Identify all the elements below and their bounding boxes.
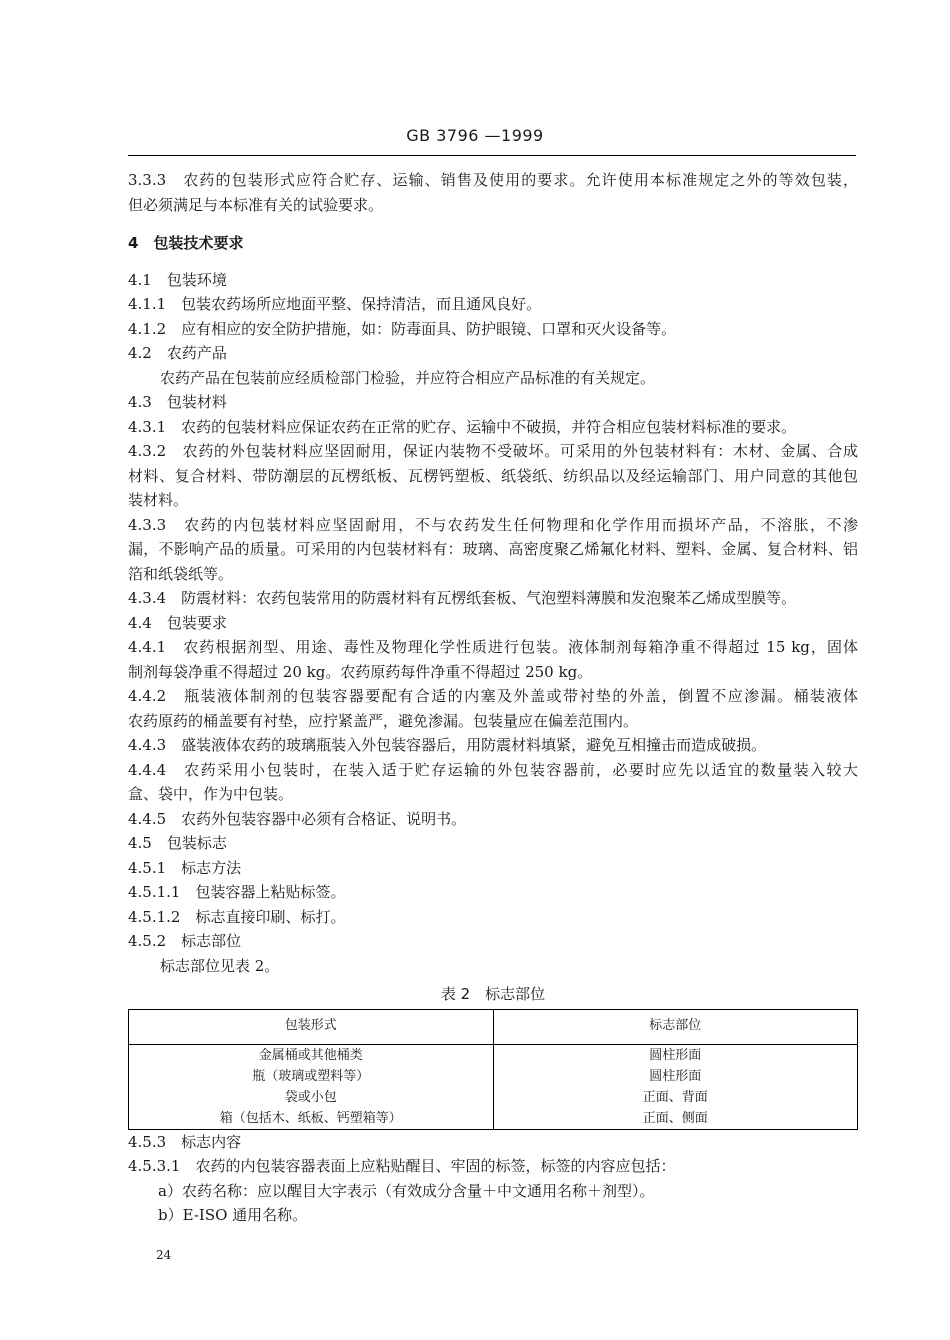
clause-4-4-1-line2: 制剂每袋净重不得超过 20 kg。农药原药每件净重不得超过 250 kg。 [128,662,593,681]
clause-4-1-2: 4.1.2 应有相应的安全防护措施，如：防毒面具、防护眼镜、口罩和灭火设备等。 [128,319,677,338]
table-header-row [129,1009,858,1044]
table-header-cell: 包装形式 [129,1009,494,1044]
table-cell: 箱（包括木、纸板、钙塑箱等） [129,1108,494,1130]
table-cell: 正面、侧面 [493,1108,858,1130]
clause-4-4-4-line2: 盒、袋中，作为中包装。 [128,785,294,803]
table-cell: 瓶（玻璃或塑料等） [129,1066,494,1087]
table-cell: 圆柱形面 [493,1066,858,1087]
page-number: 24 [156,1248,172,1262]
clause-4-3-2-line1: 4.3.2 农药的外包装材料应坚固耐用，保证内装物不受破坏。可采用的外包装材料有：木材、金属、合成 [128,442,858,460]
list-item-a: a）农药名称：应以醒目大字表示（有效成分含量＋中文通用名称＋剂型）。 [158,1181,655,1200]
clause-4-2: 4.2 农药产品 [128,344,227,362]
clause-4-3-2-line3: 装材料。 [128,491,189,509]
clause-3-3-3: 3.3.3 农药的包装形式应符合贮存、运输、销售及使用的要求。允许使用本标准规定之外的等效包装， [128,171,858,189]
clause-4-5-2: 4.5.2 标志部位 [128,932,242,950]
clause-4-5-1-1: 4.5.1.1 包装容器上粘贴标签。 [128,883,346,901]
clause-4-4-3: 4.4.3 盛装液体农药的玻璃瓶装入外包装容器后，用防震材料填紧，避免互相撞击而造成破损。 [128,736,767,754]
clause-4-4: 4.4 包装要求 [128,613,227,632]
clause-4-4-4-line1: 4.4.4 农药采用小包装时，在装入适于贮存运输的外包装容器前，必要时应先以适宜的数量装入较大 [128,760,858,779]
document-body [128,168,858,1228]
clause-4-5-3-1: 4.5.3.1 农药的内包装容器表面上应粘贴醒目、牢固的标签，标签的内容应包括： [128,1157,676,1175]
table-row [129,1044,858,1066]
table-cell: 袋或小包 [129,1087,494,1108]
clause-4-3-3-line3: 箔和纸袋纸等。 [128,564,234,583]
clause-4-1: 4.1 包装环境 [128,270,227,289]
clause-4-4-1-line1: 4.4.1 农药根据剂型、用途、毒性及物理化学性质进行包装。液体制剂每箱净重不得超过 15 kg，固体 [128,638,858,656]
clause-4-4-2-line2: 农药原药的桶盖要有衬垫，应拧紧盖严，避免渗漏。包装量应在偏差范围内。 [128,711,639,730]
table-row [129,1087,858,1108]
clause-4-3-3-line2: 漏，不影响产品的质量。可采用的内包装材料有：玻璃、高密度聚乙烯氟化材料、塑料、金属、复合材料、铝 [128,540,858,558]
table-cell: 金属桶或其他桶类 [129,1044,494,1066]
section-heading-4: 4 包装技术要求 [128,234,244,252]
table-cell: 圆柱形面 [493,1044,858,1066]
clause-4-3-1: 4.3.1 农药的包装材料应保证农药在正常的贮存、运输中不破损，并符合相应包装材料标准的要求。 [128,417,797,436]
table-caption: 表 2 标志部位 [440,985,546,1003]
table-cell: 正面、背面 [493,1087,858,1108]
clause-4-1-1: 4.1.1 包装农药场所应地面平整、保持清洁，而且通风良好。 [128,295,542,313]
clause-4-5: 4.5 包装标志 [128,834,227,852]
page-header: GB 3796 —1999 [406,126,544,145]
clause-4-2-body: 农药产品在包装前应经质检部门检验，并应符合相应产品标准的有关规定。 [160,368,656,387]
table-row [129,1108,858,1130]
marking-position-table [128,1009,858,1130]
header-divider [128,155,856,156]
clause-4-3-3-line1: 4.3.3 农药的内包装材料应坚固耐用，不与农药发生任何物理和化学作用而损坏产品，不溶胀，不渗 [128,515,858,534]
clause-4-5-1-2: 4.5.1.2 标志直接印刷、标打。 [128,907,346,926]
clause-4-3-4: 4.3.4 防震材料：农药包装常用的防震材料有瓦楞纸套板、气泡塑料薄膜和发泡聚苯乙烯成型膜等。 [128,589,797,607]
clause-4-5-1: 4.5.1 标志方法 [128,858,242,877]
clause-4-4-2-line1: 4.4.2 瓶装液体制剂的包装容器要配有合适的内塞及外盖或带衬垫的外盖，倒置不应渗漏。桶装液体 [128,687,858,705]
clause-4-4-5: 4.4.5 农药外包装容器中必须有合格证、说明书。 [128,809,467,828]
table-header-cell: 标志部位 [493,1009,858,1044]
clause-3-3-3-cont: 但必须满足与本标准有关的试验要求。 [128,195,384,214]
clause-4-5-3: 4.5.3 标志内容 [128,1132,242,1151]
list-item-b: b）E-ISO 通用名称。 [158,1206,308,1224]
clause-4-3: 4.3 包装材料 [128,393,227,411]
clause-4-3-2-line2: 材料、复合材料、带防潮层的瓦楞纸板、瓦楞钙塑板、纸袋纸、纺织品以及经运输部门、用户同意的其他包 [128,466,858,485]
clause-4-5-2-body: 标志部位见表 2。 [160,956,280,975]
table-row [129,1066,858,1087]
